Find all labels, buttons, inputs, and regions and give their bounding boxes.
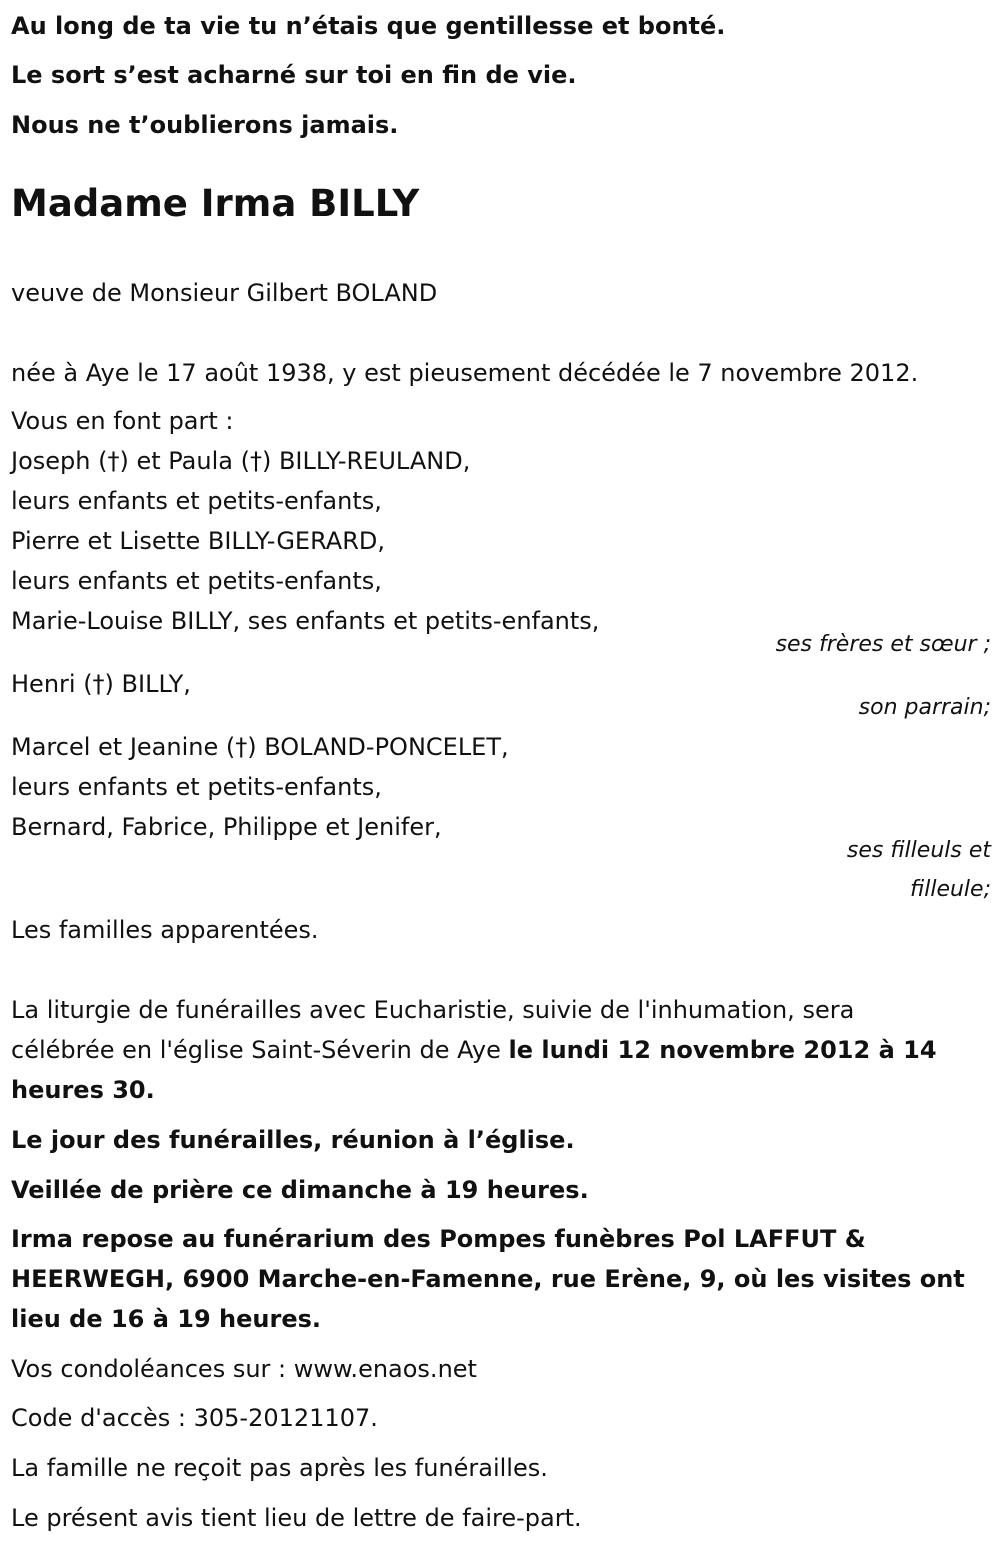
- birth-death-line: née à Aye le 17 août 1938, y est pieusement décédée le 7 novembre 2012.: [11, 359, 919, 387]
- godchildren-role-1: ses filleuls et: [846, 838, 991, 863]
- access-code-line: Code d'accès : 305-20121107.: [11, 1404, 378, 1432]
- no-reception-line: La famille ne reçoit pas après les funérailles.: [11, 1454, 548, 1482]
- ceremony-time: heures 30.: [11, 1076, 155, 1104]
- godfather-line: Henri (†) BILLY,: [11, 670, 191, 698]
- ceremony-line-2: [11, 1035, 937, 1065]
- sibling-line: Pierre et Lisette BILLY-GERARD,: [11, 527, 386, 555]
- sibling-line: Joseph (†) et Paula (†) BILLY-REULAND,: [11, 447, 471, 475]
- announcers-intro: Vous en font part :: [11, 407, 234, 435]
- godchildren-line: Marcel et Jeanine (†) BOLAND-PONCELET,: [11, 733, 509, 761]
- godfather-role: son parrain;: [858, 695, 991, 720]
- ceremony-date: le lundi 12 novembre 2012 à 14: [508, 1036, 937, 1064]
- sibling-line: Marie-Louise BILLY, ses enfants et petits-enfants,: [11, 607, 600, 635]
- ceremony-line-1: La liturgie de funérailles avec Eucharistie, suivie de l'inhumation, sera: [11, 996, 855, 1024]
- intro-line-3: Nous ne t’oublierons jamais.: [11, 111, 399, 139]
- godchildren-line: Bernard, Fabrice, Philippe et Jenifer,: [11, 813, 442, 841]
- notice-line: Le présent avis tient lieu de lettre de faire-part.: [11, 1504, 582, 1532]
- funeral-home-line-2: HEERWEGH, 6900 Marche-en-Famenne, rue Erène, 9, où les visites ont: [11, 1265, 965, 1293]
- intro-line-1: Au long de ta vie tu n’étais que gentillesse et bonté.: [11, 12, 726, 40]
- spouse-line: veuve de Monsieur Gilbert BOLAND: [11, 279, 438, 307]
- deceased-name: Madame Irma BILLY: [11, 182, 420, 225]
- godchildren-line: leurs enfants et petits-enfants,: [11, 773, 382, 801]
- godchildren-role-2: filleule;: [910, 877, 991, 902]
- sibling-line: leurs enfants et petits-enfants,: [11, 487, 382, 515]
- vigil-line: Veillée de prière ce dimanche à 19 heures.: [11, 1176, 589, 1204]
- funeral-home-line-1: Irma repose au funérarium des Pompes funèbres Pol LAFFUT &: [11, 1225, 866, 1253]
- meeting-line: Le jour des funérailles, réunion à l’église.: [11, 1126, 575, 1154]
- condolences-line: Vos condoléances sur : www.enaos.net: [11, 1355, 477, 1383]
- funeral-home-line-3: lieu de 16 à 19 heures.: [11, 1305, 322, 1333]
- sibling-line: leurs enfants et petits-enfants,: [11, 567, 382, 595]
- ceremony-place: célébrée en l'église Saint-Séverin de Aye: [11, 1036, 509, 1064]
- siblings-role: ses frères et sœur ;: [775, 632, 991, 657]
- families-line: Les familles apparentées.: [11, 916, 319, 944]
- intro-line-2: Le sort s’est acharné sur toi en fin de vie.: [11, 61, 577, 89]
